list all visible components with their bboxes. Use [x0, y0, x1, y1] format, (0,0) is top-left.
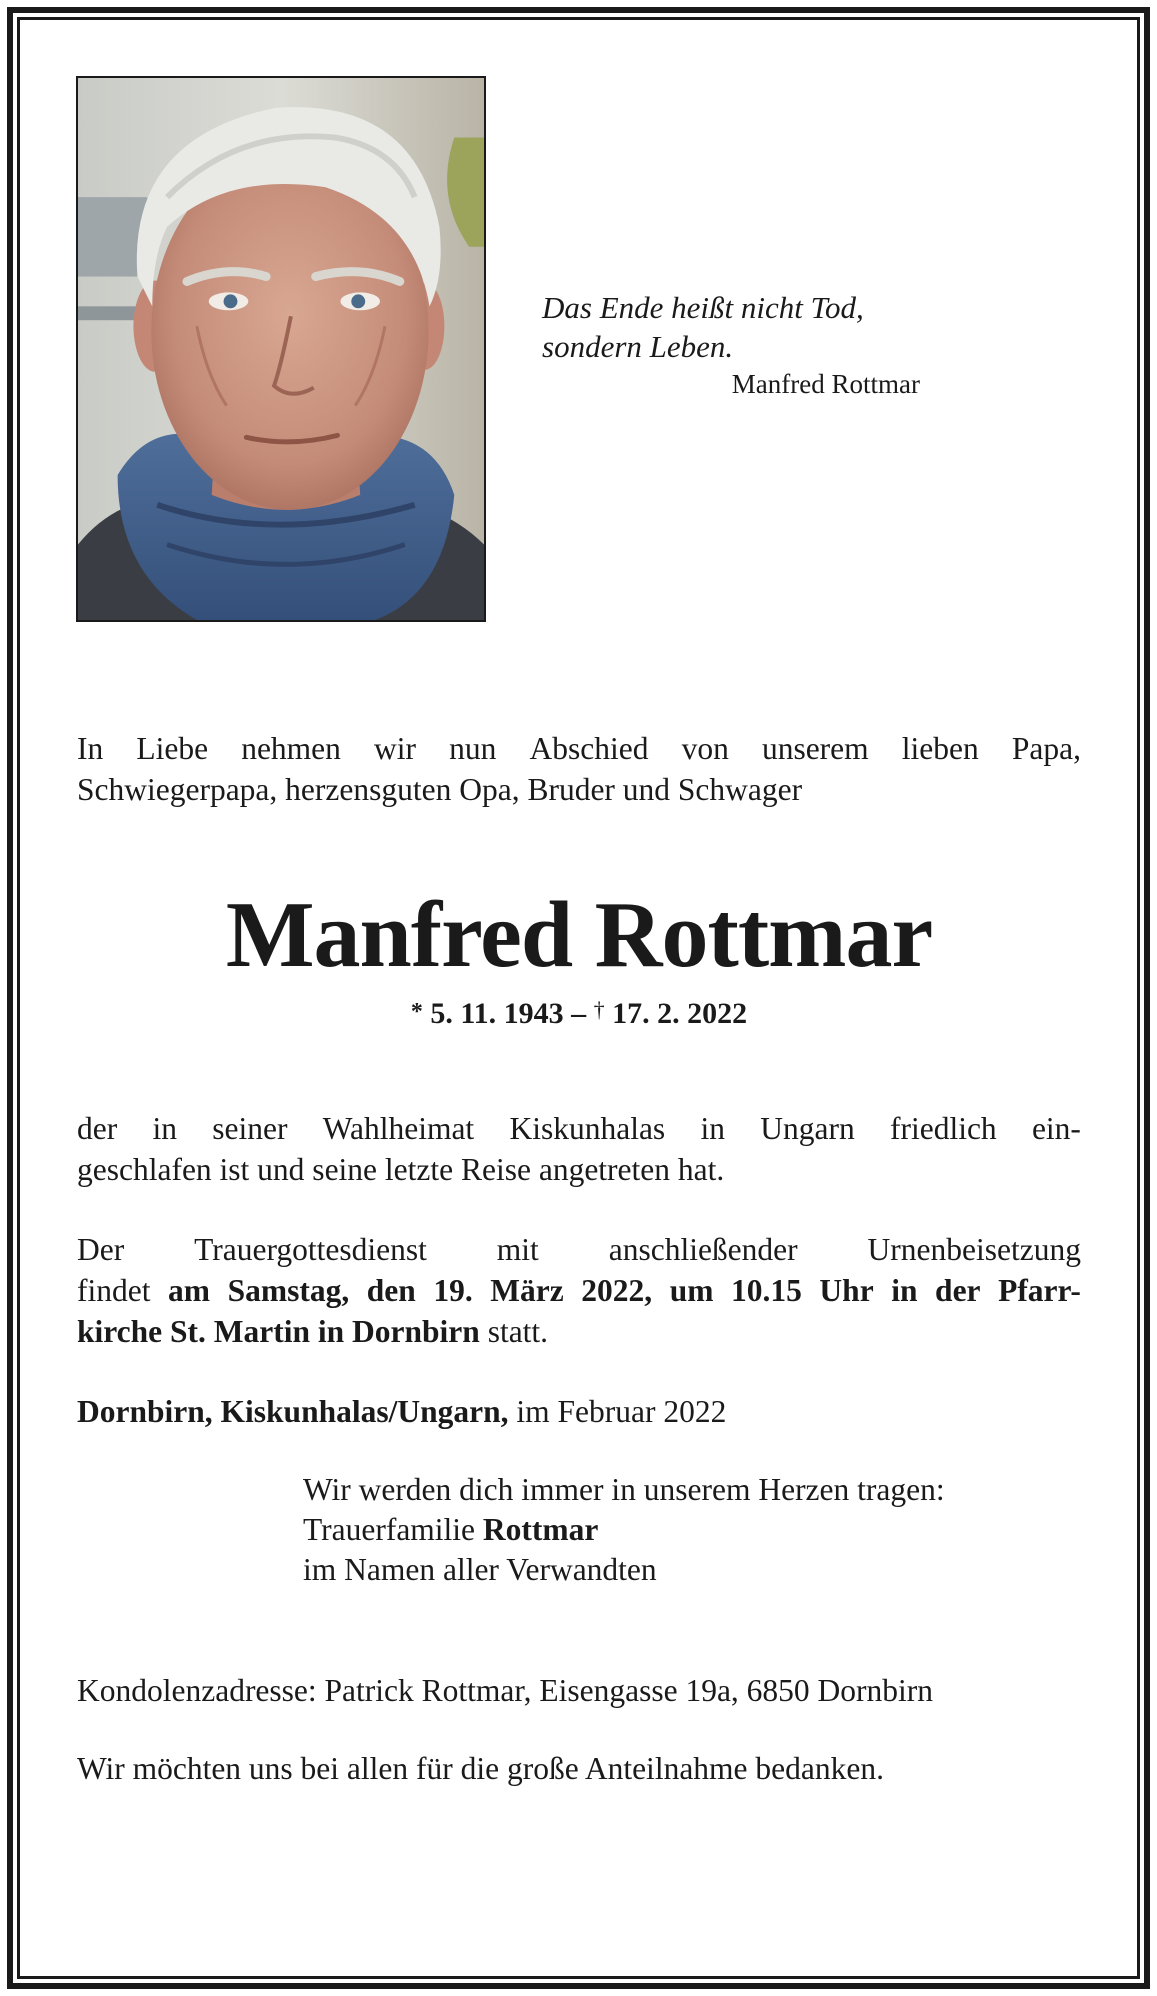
birth-date: 5. 11. 1943 –: [430, 997, 587, 1030]
word: mit: [496, 1232, 539, 1267]
portrait-illustration: [78, 78, 484, 620]
intro-line-2: Schwiegerpapa, herzensguten Opa, Bruder und Schwager: [77, 772, 803, 807]
family-prefix: Trauerfamilie: [303, 1512, 476, 1547]
death-symbol: †: [593, 997, 605, 1022]
signature-line-2: [303, 1510, 1083, 1550]
word: anschließender: [608, 1232, 798, 1267]
service-line-2: [77, 1270, 1081, 1311]
word: März: [490, 1273, 564, 1308]
word: Urnenbeisetzung: [867, 1232, 1081, 1267]
portrait-photo: [76, 76, 486, 622]
word: den: [366, 1273, 416, 1308]
word: findet: [77, 1273, 151, 1308]
word: wir: [374, 731, 417, 766]
word: nehmen: [241, 731, 341, 766]
condolence-text: Kondolenzadresse: Patrick Rottmar, Eisengasse 19a, 6850 Dornbirn: [77, 1673, 934, 1708]
word: um: [669, 1273, 714, 1308]
word: seiner: [212, 1111, 288, 1146]
quote-line-2: sondern Leben.: [542, 329, 734, 364]
word: 19.: [433, 1273, 473, 1308]
signature-line-1: Wir werden dich immer in unserem Herzen tragen:: [303, 1472, 945, 1507]
word: In: [77, 731, 104, 766]
service-suffix: statt.: [487, 1314, 549, 1349]
word: ein-: [1031, 1111, 1081, 1146]
places: Dornbirn, Kiskunhalas/Ungarn,: [77, 1394, 509, 1429]
passing-paragraph: [77, 1108, 1081, 1190]
thanks-note: [77, 1748, 1081, 1789]
condolence-address: [77, 1670, 1081, 1711]
word: lieben: [901, 731, 979, 766]
issue-date: im Februar 2022: [516, 1394, 727, 1429]
signature-block: [303, 1470, 1083, 1590]
service-line-3: [77, 1311, 1081, 1352]
thanks-text: Wir möchten uns bei allen für die große Anteilnahme bedanken.: [77, 1751, 884, 1786]
word: am: [168, 1273, 211, 1308]
death-date: 17. 2. 2022: [612, 997, 748, 1030]
birth-symbol: *: [410, 999, 423, 1025]
quote-line-1: Das Ende heißt nicht Tod,: [542, 290, 864, 325]
church-location: kirche St. Martin in Dornbirn: [77, 1314, 480, 1349]
word: Kiskunhalas: [509, 1111, 666, 1146]
word: in: [152, 1111, 178, 1146]
word: der: [77, 1111, 118, 1146]
passing-line-2: geschlafen ist und seine letzte Reise angetreten hat.: [77, 1152, 725, 1187]
intro-line-1: [77, 728, 1081, 769]
word: in: [700, 1111, 725, 1146]
word: 10.15: [731, 1273, 802, 1308]
word: Samstag,: [227, 1273, 350, 1308]
word: Uhr: [819, 1273, 874, 1308]
passing-line-1: [77, 1108, 1081, 1149]
deceased-name: Manfred Rottmar: [225, 883, 933, 987]
intro-paragraph: [77, 728, 1081, 810]
word: Liebe: [136, 731, 209, 766]
word: Der: [77, 1232, 125, 1267]
service-line-1: [77, 1229, 1081, 1270]
word: der: [935, 1273, 981, 1308]
signature-line-3: im Namen aller Verwandten: [303, 1552, 657, 1587]
word: nun: [449, 731, 497, 766]
service-paragraph: [77, 1229, 1081, 1352]
word: Trauergottesdienst: [194, 1232, 427, 1267]
word: unserem: [761, 731, 869, 766]
word: Ungarn: [760, 1111, 855, 1146]
place-date-text: [77, 1391, 1081, 1432]
word: Pfarr-: [998, 1273, 1081, 1308]
quote-block: [542, 288, 922, 402]
word: 2022,: [581, 1273, 653, 1308]
word: in: [891, 1273, 918, 1308]
word: Wahlheimat: [322, 1111, 475, 1146]
word: Papa,: [1011, 731, 1081, 766]
place-date-line: [77, 1391, 1081, 1432]
family-name: Rottmar: [482, 1512, 599, 1547]
word: Abschied: [529, 731, 649, 766]
life-dates: [77, 990, 1081, 1034]
word: friedlich: [889, 1111, 997, 1146]
quote-author: Manfred Rottmar: [731, 369, 920, 399]
word: von: [681, 731, 729, 766]
